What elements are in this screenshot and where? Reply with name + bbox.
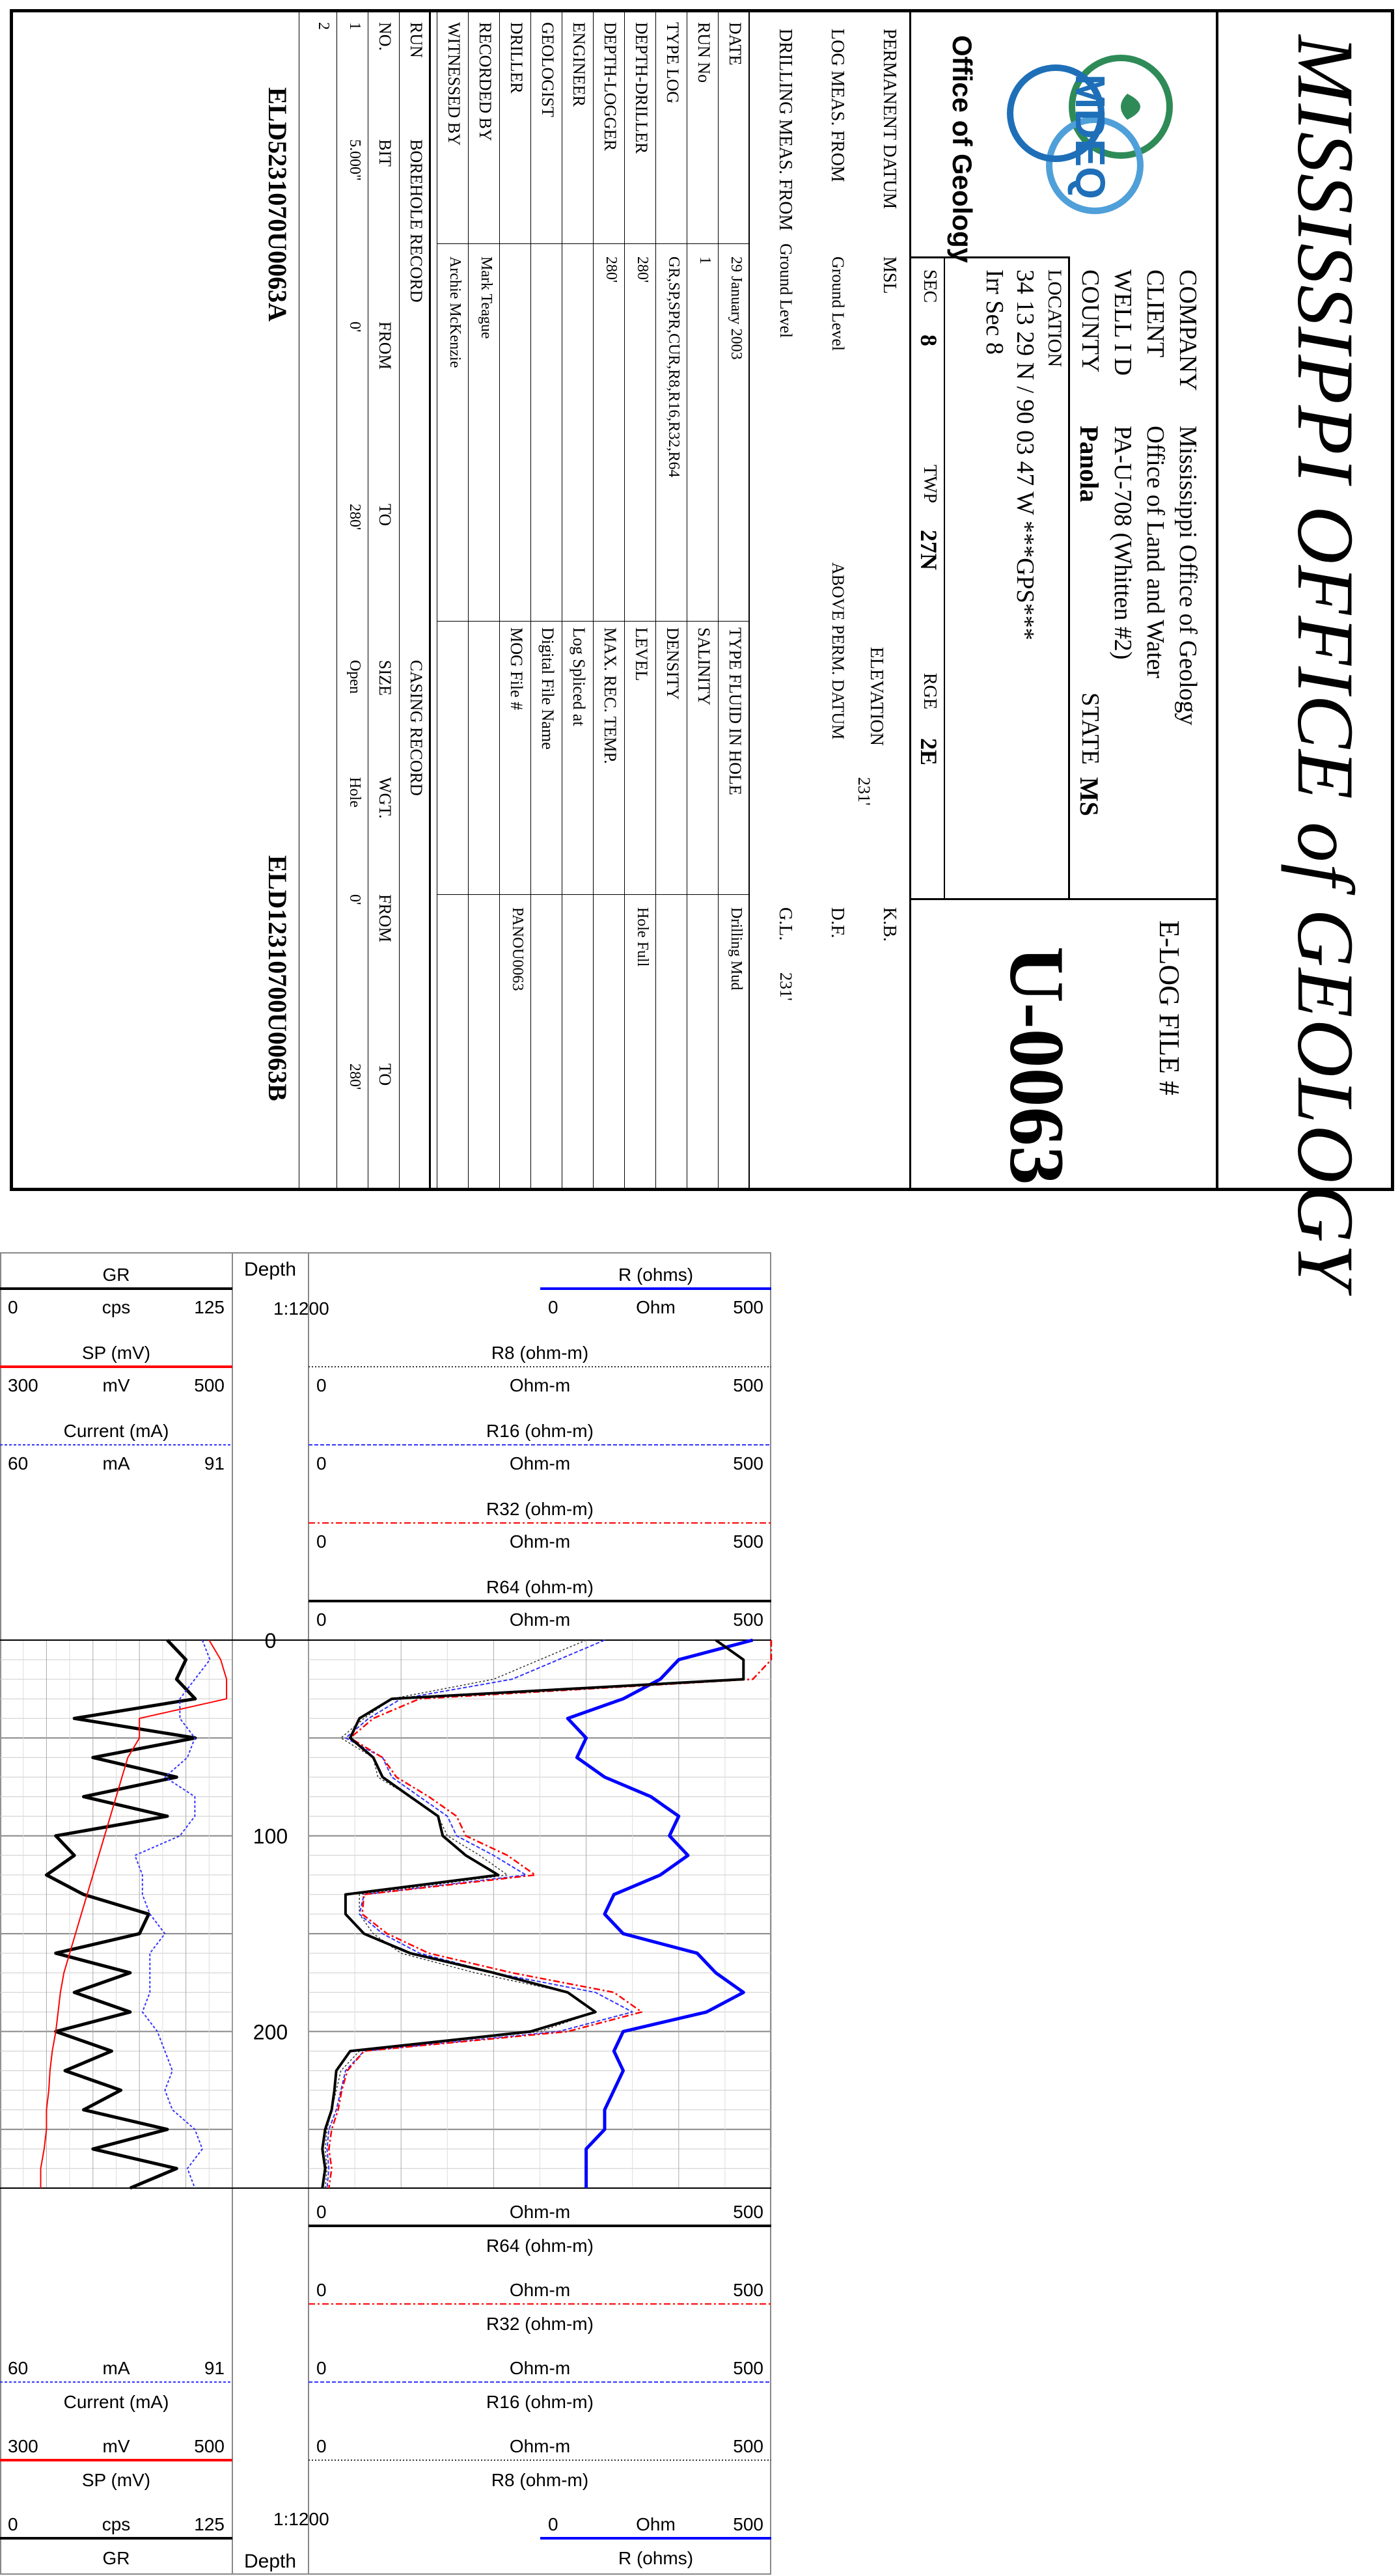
rge-value: 2E bbox=[916, 738, 942, 766]
depth-title: Depth bbox=[243, 1259, 297, 1280]
param-label: DEPTH-DRILLER bbox=[632, 22, 651, 154]
param-value: 29 January 2003 bbox=[728, 256, 745, 360]
track-name: R (ohms) bbox=[618, 2548, 694, 2568]
param-label-2: TYPE FLUID IN HOLE bbox=[726, 627, 745, 795]
records-cell: 280' bbox=[346, 1063, 363, 1090]
track-name: SP (mV) bbox=[81, 1343, 151, 1363]
param-label-2: MAX. REC. TEMP. bbox=[601, 627, 620, 764]
footer-code-a: ELD5231070U0063A bbox=[263, 87, 292, 322]
scale-min: 0 bbox=[316, 1453, 327, 1473]
track-name: R32 (ohm-m) bbox=[486, 1499, 594, 1519]
depth-scale: 1:1200 bbox=[273, 1298, 329, 1319]
scale-min: 300 bbox=[8, 2436, 38, 2456]
scale-unit: mA bbox=[102, 2358, 130, 2378]
scale-unit: cps bbox=[102, 1297, 131, 1317]
records-cell: Hole bbox=[346, 777, 363, 808]
logo-mark: MDEQ bbox=[1067, 74, 1114, 199]
company-label: COMPANY bbox=[1174, 269, 1201, 391]
scale-max: 500 bbox=[733, 2202, 763, 2222]
state-value: MS bbox=[1075, 777, 1104, 816]
records-header: FROM bbox=[376, 322, 394, 370]
county-value: Panola bbox=[1075, 426, 1104, 502]
param-label-2: Digital File Name bbox=[538, 627, 557, 750]
perm-datum-value: MSL bbox=[879, 256, 899, 294]
depth-scale-bottom: 1:1200 bbox=[273, 2509, 329, 2529]
perm-datum-label: PERMANENT DATUM bbox=[879, 29, 899, 210]
company-value: Mississippi Office of Geology bbox=[1174, 426, 1201, 726]
records-cell: 280' bbox=[346, 504, 363, 530]
kb-label: K.B. bbox=[879, 907, 899, 942]
footer-code-b: ELD12310700U0063B bbox=[263, 855, 292, 1101]
scale-unit: mV bbox=[102, 2436, 130, 2456]
scale-max: 500 bbox=[733, 1453, 763, 1473]
scale-max: 500 bbox=[733, 2514, 763, 2534]
records-header: FROM bbox=[376, 894, 394, 942]
client-value: Office of Land and Water bbox=[1142, 426, 1169, 679]
scale-min: 300 bbox=[8, 1375, 38, 1395]
location-line1: 34 13 29 N / 90 03 47 W ***GPS*** bbox=[1011, 269, 1039, 640]
scale-min: 0 bbox=[316, 2202, 327, 2222]
scale-unit: Ohm-m bbox=[509, 2202, 571, 2222]
state-label: STATE bbox=[1077, 692, 1104, 765]
param-label: DATE bbox=[726, 22, 745, 66]
track-name: R64 (ohm-m) bbox=[486, 2236, 594, 2256]
records-header: TO bbox=[376, 1063, 394, 1086]
param-label: GEOLOGIST bbox=[538, 22, 557, 117]
track-name: Current (mA) bbox=[63, 2392, 169, 2412]
param-label-2: SALINITY bbox=[694, 627, 713, 706]
rge-label: RGE bbox=[920, 673, 940, 709]
elevation-label: ELEVATION bbox=[866, 647, 886, 746]
scale-unit: Ohm-m bbox=[509, 1453, 571, 1473]
client-label: CLIENT bbox=[1142, 269, 1169, 358]
county-label: COUNTY bbox=[1077, 269, 1104, 373]
records-cell: 2 bbox=[315, 22, 332, 30]
well-id-value: PA-U-708 (Whitten #2) bbox=[1109, 426, 1136, 660]
scale-max: 500 bbox=[733, 2436, 763, 2456]
records-header: WGT. bbox=[376, 777, 394, 819]
depth-tick-label: 200 bbox=[253, 2020, 288, 2044]
scale-min: 0 bbox=[8, 2514, 18, 2534]
scale-max: 500 bbox=[733, 2280, 763, 2300]
scale-unit: Ohm bbox=[636, 1297, 676, 1317]
depth-title-bottom: Depth bbox=[243, 2551, 297, 2572]
casing-title: CASING RECORD bbox=[407, 660, 426, 796]
param-label: ENGINEER bbox=[570, 22, 588, 107]
logo-caption: Office of Geology bbox=[947, 35, 978, 264]
scale-min: 0 bbox=[548, 2514, 558, 2534]
param-value-2: PANOU0063 bbox=[509, 907, 526, 991]
twp-value: 27N bbox=[916, 530, 942, 570]
param-value: 280' bbox=[603, 256, 620, 283]
track-name: R16 (ohm-m) bbox=[486, 2392, 594, 2412]
twp-label: TWP bbox=[920, 465, 940, 504]
log-meas-above: ABOVE PERM. DATUM bbox=[829, 562, 847, 740]
borehole-title: BOREHOLE RECORD bbox=[407, 139, 426, 303]
gl-value: 231' bbox=[776, 972, 795, 1001]
scale-max: 125 bbox=[194, 2514, 225, 2534]
param-label: RECORDED BY bbox=[476, 22, 495, 141]
scale-unit: Ohm-m bbox=[509, 1610, 571, 1630]
df-label: D.F. bbox=[827, 907, 847, 939]
depth-tick-label: 0 bbox=[264, 1629, 277, 1652]
scale-max: 500 bbox=[733, 1531, 763, 1552]
scale-min: 0 bbox=[316, 1375, 327, 1395]
records-header: NO. bbox=[376, 22, 394, 51]
records-header: SIZE bbox=[376, 660, 394, 696]
scale-min: 0 bbox=[8, 1297, 18, 1317]
records-cell: 1 bbox=[346, 22, 363, 30]
scale-min: 0 bbox=[316, 2358, 327, 2378]
location-line2: Irr Sec 8 bbox=[981, 269, 1008, 355]
track-headers bbox=[0, 1259, 771, 2572]
param-label: TYPE LOG bbox=[663, 22, 682, 103]
scale-max: 500 bbox=[733, 1375, 763, 1395]
header-title: MISSISSIPPI OFFICE of GEOLOGY bbox=[1281, 35, 1370, 1291]
elog-number: U-0063 bbox=[994, 946, 1080, 1185]
log-meas-value: Ground Level bbox=[829, 256, 847, 351]
param-label-2: Log Spliced at bbox=[570, 627, 588, 726]
scale-unit: Ohm-m bbox=[509, 2436, 571, 2456]
scale-max: 500 bbox=[733, 1297, 763, 1317]
records-cell: Open bbox=[346, 660, 363, 694]
log-meas-label: LOG MEAS. FROM bbox=[827, 29, 847, 182]
track-name: R8 (ohm-m) bbox=[491, 1343, 589, 1363]
elog-label: E-LOG FILE # bbox=[1153, 920, 1185, 1095]
records-cell: 5.000" bbox=[346, 139, 363, 181]
track-name: Current (mA) bbox=[63, 1421, 169, 1441]
param-label: RUN No bbox=[694, 22, 713, 83]
sec-value: 8 bbox=[916, 335, 942, 346]
param-value: GR,SP,SPR,CUR,R8,R16,R32,R64 bbox=[665, 256, 682, 478]
scale-min: 0 bbox=[316, 2280, 327, 2300]
scale-max: 500 bbox=[733, 2358, 763, 2378]
scale-min: 0 bbox=[316, 2436, 327, 2456]
track-name: R8 (ohm-m) bbox=[491, 2470, 589, 2490]
sec-label: SEC bbox=[920, 269, 940, 303]
param-value: Mark Teague bbox=[478, 256, 495, 339]
param-label: DEPTH-LOGGER bbox=[601, 22, 620, 151]
scale-unit: Ohm-m bbox=[509, 1375, 571, 1395]
scale-unit: Ohm-m bbox=[509, 1531, 571, 1552]
scale-min: 0 bbox=[316, 1531, 327, 1552]
param-label: DRILLER bbox=[507, 22, 526, 94]
track-name: R32 (ohm-m) bbox=[486, 2314, 594, 2334]
scale-unit: mA bbox=[102, 1453, 130, 1473]
scale-max: 125 bbox=[194, 1297, 225, 1317]
param-value: Archie McKenzie bbox=[446, 256, 463, 368]
scale-max: 500 bbox=[194, 2436, 225, 2456]
track-name: GR bbox=[102, 1265, 130, 1285]
param-value-2: Hole Full bbox=[634, 907, 651, 967]
param-label: WITNESSED BY bbox=[445, 22, 463, 146]
param-label-2: LEVEL bbox=[632, 627, 651, 681]
elevation-value: 231' bbox=[855, 777, 873, 806]
location-label: LOCATION bbox=[1044, 269, 1065, 367]
well-id-label: WELL I D bbox=[1109, 269, 1136, 376]
scale-unit: Ohm bbox=[636, 2514, 676, 2534]
scale-unit: Ohm-m bbox=[509, 2358, 571, 2378]
scale-min: 0 bbox=[548, 1297, 558, 1317]
track-name: SP (mV) bbox=[81, 2470, 151, 2490]
scale-min: 60 bbox=[8, 2358, 29, 2378]
param-label-2: MOG File # bbox=[507, 627, 526, 711]
scale-min: 60 bbox=[8, 1453, 29, 1473]
param-value: 1 bbox=[696, 256, 713, 264]
drilling-meas-label: DRILLING MEAS. FROM bbox=[775, 29, 795, 231]
scale-max: 91 bbox=[204, 1453, 225, 1473]
scale-min: 0 bbox=[316, 1610, 327, 1630]
scale-unit: cps bbox=[102, 2514, 131, 2534]
track-name: R16 (ohm-m) bbox=[486, 1421, 594, 1441]
records-header: TO bbox=[376, 504, 394, 527]
depth-tick-label: 100 bbox=[253, 1824, 288, 1848]
param-value: 280' bbox=[634, 256, 651, 283]
records-header: BIT bbox=[376, 139, 394, 167]
param-value-2: Drilling Mud bbox=[728, 907, 745, 991]
param-label-2: DENSITY bbox=[663, 627, 682, 700]
track-name: R (ohms) bbox=[618, 1265, 694, 1285]
scale-unit: mV bbox=[102, 1375, 130, 1395]
scale-max: 500 bbox=[733, 1610, 763, 1630]
gl-label: G.L. bbox=[775, 907, 795, 941]
run-label: RUN bbox=[407, 22, 426, 58]
track-name: GR bbox=[102, 2548, 130, 2568]
records-cell: 0' bbox=[346, 322, 363, 333]
records-cell: 0' bbox=[346, 894, 363, 905]
scale-max: 500 bbox=[194, 1375, 225, 1395]
scale-max: 91 bbox=[204, 2358, 225, 2378]
scale-unit: Ohm-m bbox=[509, 2280, 571, 2300]
track-name: R64 (ohm-m) bbox=[486, 1577, 594, 1597]
drilling-meas-value: Ground Level bbox=[776, 243, 795, 338]
